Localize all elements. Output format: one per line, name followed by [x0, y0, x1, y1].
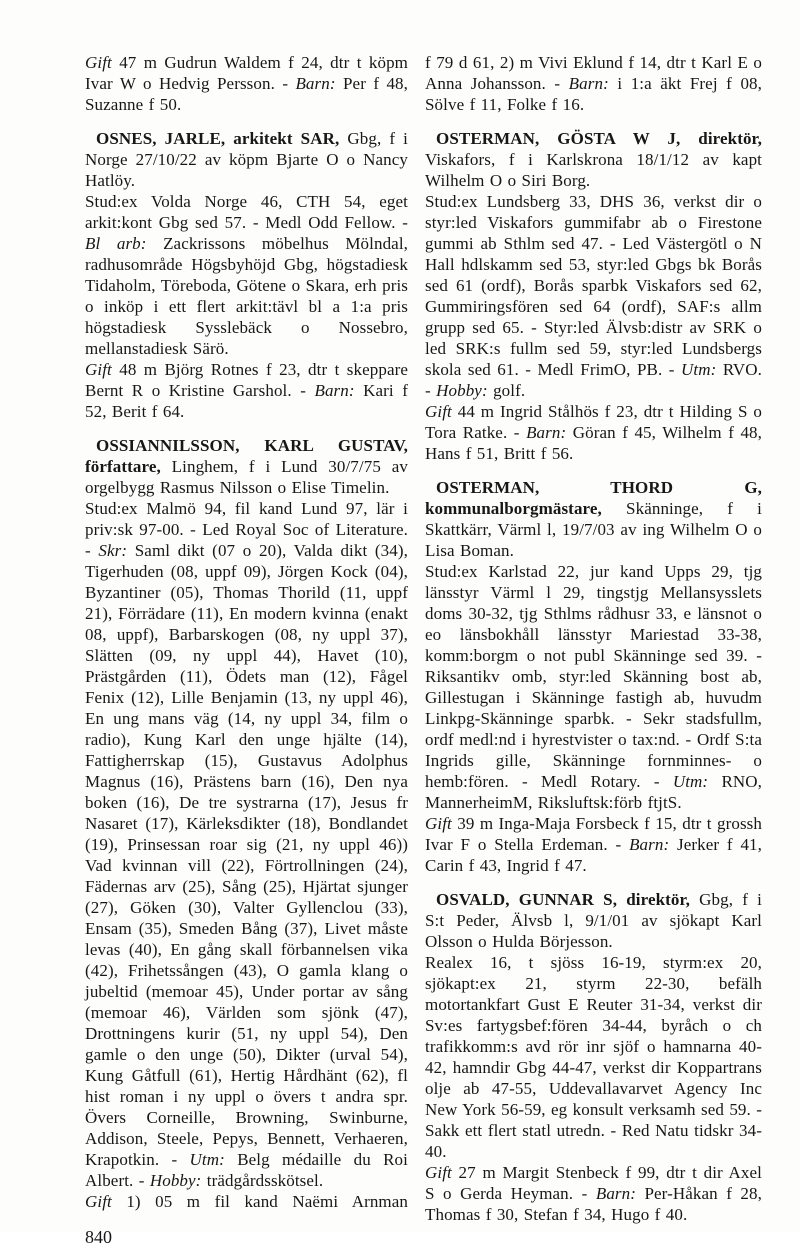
entry-career-osnes [85, 191, 408, 359]
entry-name-bold: OSTERMAN, THORD G, kommunalborgmästare, [425, 478, 762, 518]
entry-family-osvald [425, 1162, 762, 1225]
entry-heading-osnes [85, 128, 408, 191]
field-label-italic: Barn: [595, 1184, 637, 1203]
body-text: i 1:a äkt Frej f 08, Sölve f 11, Folke f 16. [425, 74, 762, 114]
field-label-italic: Bl arb: [85, 234, 147, 253]
page-number: 840 [85, 1227, 112, 1247]
body-text: Jerker f 41, Carin f 43, Ingrid f 47. [425, 835, 762, 875]
body-text: Realex 16, t sjöss 16-19, styrm:ex 20, sjökapt:ex 21, styrm 22-30, befälh motortankfart Gust E Reuter 31-34, verkst dir Sv:es fartygsbef:fören 34-44, byråch o ch trafikkomm:s avd rör inr sjöf o hamnarna 40-42, hamndir Gbg 44-47, verkst dir Koppartrans olje ab 47-55, Uddevallavarvet Agency Inc New York 56-59, eg konsult verksamh sed 59. - Sakk ett flert statl utredn. - Red Natu tidskr 34-40. [425, 953, 762, 1161]
body-text: Kari f 52, Berit f 64. [85, 381, 408, 421]
entry-heading-osvald [425, 889, 762, 952]
field-label-italic: Skr: [98, 541, 128, 560]
field-label-italic: Barn: [295, 74, 336, 93]
entry-career-ossiannilsson [85, 498, 408, 1191]
field-label-italic: Hobby: [149, 1171, 202, 1190]
body-text: f 79 d 61, 2) m Vivi Eklund f 14, dtr t Karl E o Anna Johansson. - [425, 53, 762, 93]
field-label-italic: Barn: [629, 835, 670, 854]
field-label-italic: Gift [85, 53, 112, 72]
entry-career-osvald [425, 952, 762, 1162]
body-text: Stud:ex Lundsberg 33, DHS 36, verkst dir o styr:led Viskafors gummifabr ab o Firestone gummi ab Sthlm sed 47. - Led Västergötl o N Hall hdlskamm sed 53, styr:led Gbgs bk Borås sed 61 (ordf), Borås sparbk Viskafors sed 62, Gummiringsfören sed 64 (ordf), SAF:s allm grupp sed 65. - Styr:led Älvsb:distr av SRK o led SRK:s fullm sed 59, styr:led Lundsbergs skola sed 61. - Medl FrimO, PB. - [425, 192, 762, 379]
body-text: Viskafors, f i Karlskrona 18/1/12 av kapt Wilhelm O o Siri Borg. [425, 150, 762, 190]
entry-heading-ossiannilsson [85, 435, 408, 498]
field-label-italic: Utm: [189, 1150, 225, 1169]
field-label-italic: Barn: [526, 423, 567, 442]
body-text: Skänninge, f i Skattkärr, Värml l, 19/7/03 av ing Wilhelm O o Lisa Boman. [425, 499, 762, 560]
entry-name-bold: OSVALD, GUNNAR S, direktör, [436, 890, 690, 909]
body-text: 27 m Margit Stenbeck f 99, dtr t dir Axel S o Gerda Heyman. - [425, 1163, 762, 1203]
field-label-italic: Gift [425, 1163, 452, 1182]
entry-family-osterman-gosta [425, 401, 762, 464]
body-text: Göran f 45, Wilhelm f 48, Hans f 51, Britt f 56. [425, 423, 763, 463]
field-label-italic: Gift [85, 360, 112, 379]
body-text: Zackrissons möbelhus Mölndal, radhusområde Högsbyhöjd Gbg, högstadiesk Tidaholm, Töreboda, Götene o Skara, erh pris o inköp i ett flert arkit:tävl bl a 1:a pris högstadiesk Sysslebäck o Nossebro, mellanstadiesk Särö. [85, 234, 409, 358]
body-text: Saml dikt (07 o 20), Valda dikt (34), Tigerhuden (08, uppf 09), Jörgen Kock (04), Byzantiner (05), Thomas Thorild (11, uppf 21), Förrädare (11), En modern kvinna (enakt 08, uppf), Barbarskogen (08, ny uppl 37), Slätten (09, ny uppl 44), Havet (10), Prästgården (11), Ödets man (12), Fågel Fenix (12), Lille Benjamin (13, ny uppl 46), En ung mans väg (14, ny uppl 34, film o radio), Kung Karl den unge hjälte (14), Fattigherrskap (15), Gustavus Adolphus Magnus (16), Prästens barn (16), Den nya boken (16), De tre systrarna (17), Jesus fr Nasaret (17), Kärleksdikter (18), Bondlandet (19), Prinsessan roar sig (21, ny uppl 46)) Vad kvinnan vill (22), Förtrollningen (24), Fädernas arv (25), Sång (25), Hjärtat sjunger (27), Göken (30), Valter Gyllenclou (33), Ensam (35), Smeden Bång (37), Livet måste levas (40), En gång skall förbannelsen vika (42), Frihetssången (43), O gamla klang o jubeltid (memoar 45), Under portar av sång (memoar 46), Världen som sjönk (47), Drottningens kurir (51, ny uppl 54), Den gamle o den unge (50), Dikter (urval 54), Kung Gåtfull (61), Hertig Hårdhänt (62), fl hist roman i ny uppl o övers t andra spr. Övers Corneille, Browning, Swinburne, Addison, Steele, Pepys, Bennett, Verhaeren, Krapotkin. - [85, 541, 408, 1169]
body-text: 1) 05 m fil kand Naëmi Arnman [111, 1192, 408, 1211]
entry-career-osterman-thord [425, 561, 762, 813]
body-text: Gbg, f i S:t Peder, Älvsb l, 9/1/01 av sjökapt Karl Olsson o Hulda Börjesson. [425, 890, 763, 951]
body-text: Gbg, f i Norge 27/10/22 av köpm Bjarte O o Nancy Hatlöy. [85, 129, 409, 190]
body-text: 48 m Björg Rotnes f 23, dtr t skeppare Bernt R o Kristine Garshol. - [85, 360, 408, 400]
entry-family-ossiannilsson [85, 1191, 408, 1212]
field-label-italic: Utm: [681, 360, 717, 379]
field-label-italic: Gift [85, 1192, 112, 1211]
body-text: Stud:ex Volda Norge 46, CTH 54, eget arkit:kont Gbg sed 57. - Medl Odd Fellow. - [85, 192, 408, 232]
text-columns [85, 52, 762, 1248]
body-text: RVO. - [425, 360, 762, 400]
field-label-italic: Gift [425, 402, 452, 421]
entry-heading-osterman-gosta [425, 128, 762, 191]
field-label-italic: Barn: [314, 381, 355, 400]
entry-name-bold: OSNES, JARLE, arkitekt SAR, [96, 129, 340, 148]
entry-heading-osterman-thord [425, 477, 762, 561]
right-column [425, 52, 762, 1248]
body-text: Per f 48, Suzanne f 50. [85, 74, 408, 114]
body-text: Stud:ex Malmö 94, fil kand Lund 97, lär i priv:sk 97-00. - Led Royal Soc of Literature. - [85, 499, 408, 560]
field-label-italic: Barn: [568, 74, 609, 93]
body-text: Per-Håkan f 28, Thomas f 30, Stefan f 34, Hugo f 40. [425, 1184, 762, 1224]
entry-name-bold: OSSIANNILSSON, KARL GUSTAV, författare, [85, 436, 408, 476]
prev-entry-continuation [425, 52, 762, 115]
body-text: Linghem, f i Lund 30/7/75 av orgelbygg Rasmus Nilsson o Elise Timelin. [85, 457, 408, 497]
body-text: RNO, MannerheimM, Riksluftsk:förb ftjtS. [425, 772, 762, 812]
body-text: 39 m Inga-Maja Forsbeck f 15, dtr t grossh Ivar F o Stella Erdeman. - [425, 814, 762, 854]
body-text: golf. [487, 381, 526, 400]
field-label-italic: Gift [425, 814, 452, 833]
entry-family-osnes [85, 359, 408, 422]
body-text: Stud:ex Karlstad 22, jur kand Upps 29, tjg länsstyr Värml l 29, tingstjg Mellansysslets doms 30-32, tjg Sthlms rådhusr 33, e länsnot o eo länsbokhåll länsstyr Mariestad 33-38, komm:borgm o not publ Skänninge sed 39. - Riksantikv omb, styr:led Skänning bost ab, Gillestugan i Skänninge fastigh ab, huvudm Linkpg-Skänninge sparbk. - Sekr stadsfullm, ordf medl:nd i hyrestvister o tax:nd. - Ordf S:ta Ingrids gille, Skänninge fornminnes- o hemb:fören. - Medl Rotary. - [425, 562, 762, 791]
entry-career-osterman-gosta [425, 191, 762, 401]
body-text: Belg médaille du Roi Albert. - [85, 1150, 408, 1190]
entry-family-osterman-thord [425, 813, 762, 876]
body-text: trädgårdsskötsel. [201, 1171, 324, 1190]
prev-entry-continuation [85, 52, 408, 115]
field-label-italic: Utm: [672, 772, 709, 791]
field-label-italic: Hobby: [436, 381, 488, 400]
entry-name-bold: OSTERMAN, GÖSTA W J, direktör, [436, 129, 762, 148]
left-column [85, 52, 408, 1248]
body-text: 44 m Ingrid Stålhös f 23, dtr t Hilding S o Tora Ratke. - [425, 402, 762, 442]
body-text: 47 m Gudrun Waldem f 24, dtr t köpm Ivar W o Hedvig Persson. - [85, 53, 408, 93]
